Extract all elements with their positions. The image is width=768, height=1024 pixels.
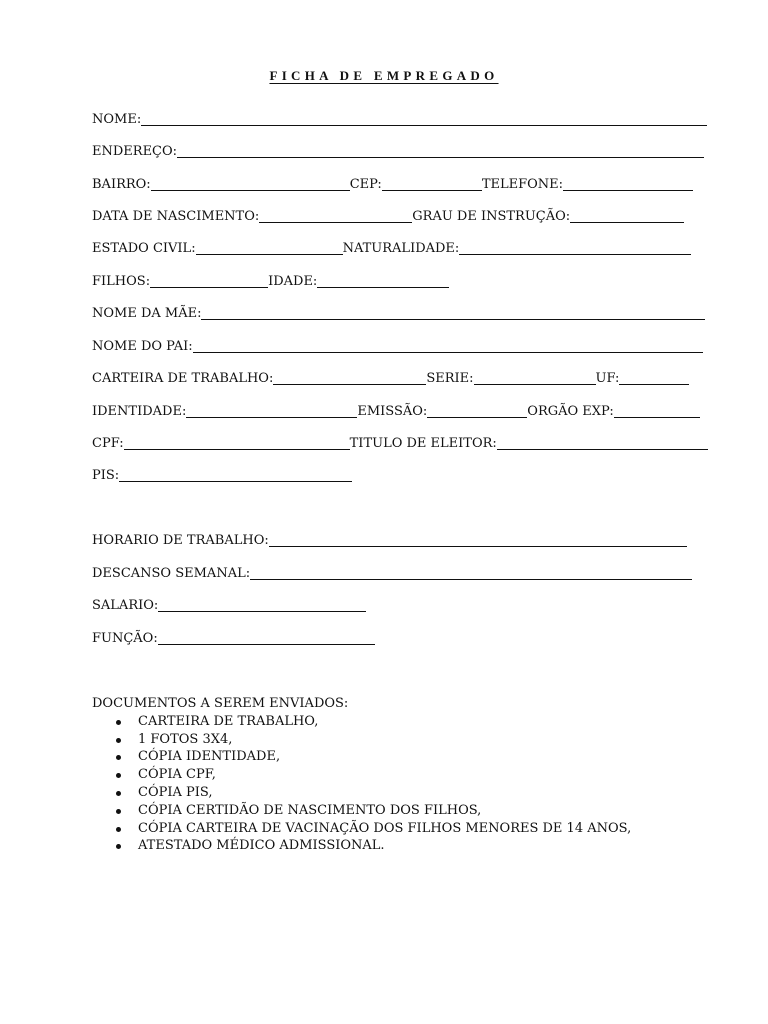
label-uf: UF: — [595, 371, 620, 386]
label-bairro: BAIRRO: — [92, 177, 151, 192]
row-identidade — [92, 400, 700, 420]
list-item: CÓPIA CERTIDÃO DE NASCIMENTO DOS FILHOS, — [92, 802, 631, 820]
input-emissao[interactable] — [427, 403, 527, 418]
input-estado-civil[interactable] — [196, 240, 343, 255]
list-item: ATESTADO MÉDICO ADMISSIONAL. — [92, 837, 631, 855]
row-filhos — [92, 270, 449, 290]
label-cpf: CPF: — [92, 436, 124, 451]
input-orgao-exp[interactable] — [614, 403, 700, 418]
input-filhos[interactable] — [150, 273, 268, 288]
label-filhos: FILHOS: — [92, 274, 151, 289]
list-item: CÓPIA IDENTIDADE, — [92, 748, 631, 766]
input-descanso-semanal[interactable] — [250, 565, 692, 580]
input-telefone[interactable] — [563, 176, 693, 191]
input-identidade[interactable] — [186, 403, 357, 418]
row-salario — [92, 594, 366, 614]
label-nome-pai: NOME DO PAI: — [92, 339, 193, 354]
input-carteira-trabalho[interactable] — [273, 370, 426, 385]
row-nome — [92, 108, 707, 128]
input-grau-instrucao[interactable] — [570, 208, 684, 223]
input-cpf[interactable] — [124, 435, 350, 450]
input-nome-mae[interactable] — [201, 305, 705, 320]
list-item: CÓPIA CPF, — [92, 766, 631, 784]
label-funcao: FUNÇÃO: — [92, 631, 158, 646]
label-emissao: EMISSÃO: — [357, 404, 428, 419]
label-identidade: IDENTIDADE: — [92, 404, 187, 419]
row-estado-civil — [92, 237, 691, 257]
documents-section — [92, 695, 631, 855]
row-pis — [92, 464, 352, 484]
label-horario-trabalho: HORARIO DE TRABALHO: — [92, 533, 269, 548]
label-orgao-exp: ORGÃO EXP: — [527, 404, 614, 419]
input-naturalidade[interactable] — [459, 240, 691, 255]
row-descanso-semanal — [92, 562, 692, 582]
label-data-nascimento: DATA DE NASCIMENTO: — [92, 209, 260, 224]
input-funcao[interactable] — [158, 630, 375, 645]
input-titulo-eleitor[interactable] — [497, 435, 708, 450]
label-carteira-trabalho: CARTEIRA DE TRABALHO: — [92, 371, 274, 386]
row-endereco — [92, 140, 704, 160]
label-cep: CEP: — [349, 177, 382, 192]
row-data-nascimento — [92, 205, 684, 225]
label-naturalidade: NATURALIDADE: — [342, 241, 460, 256]
input-bairro[interactable] — [151, 176, 350, 191]
row-horario-trabalho — [92, 529, 687, 549]
label-grau-instrucao: GRAU DE INSTRUÇÃO: — [412, 209, 571, 224]
input-serie[interactable] — [474, 370, 596, 385]
row-cpf — [92, 432, 708, 452]
documents-heading: DOCUMENTOS A SEREM ENVIADOS: — [92, 696, 349, 711]
input-horario-trabalho[interactable] — [269, 532, 687, 547]
row-nome-pai — [92, 335, 703, 355]
list-item: CÓPIA PIS, — [92, 784, 631, 802]
label-idade: IDADE: — [268, 274, 318, 289]
row-nome-mae — [92, 302, 705, 322]
form-title — [0, 68, 768, 84]
label-titulo-eleitor: TITULO DE ELEITOR: — [349, 436, 497, 451]
form-title-text: FICHA DE EMPREGADO — [269, 68, 499, 83]
label-estado-civil: ESTADO CIVIL: — [92, 241, 196, 256]
input-nome[interactable] — [141, 111, 707, 126]
label-descanso-semanal: DESCANSO SEMANAL: — [92, 566, 251, 581]
input-nome-pai[interactable] — [193, 338, 703, 353]
row-bairro — [92, 173, 693, 193]
row-funcao — [92, 627, 375, 647]
label-nome: NOME: — [92, 112, 142, 127]
list-item: CARTEIRA DE TRABALHO, — [92, 713, 631, 731]
input-pis[interactable] — [119, 467, 352, 482]
label-salario: SALARIO: — [92, 598, 159, 613]
input-uf[interactable] — [619, 370, 689, 385]
input-salario[interactable] — [158, 597, 366, 612]
label-telefone: TELEFONE: — [481, 177, 564, 192]
input-endereco[interactable] — [177, 143, 704, 158]
documents-list — [92, 713, 631, 855]
label-serie: SERIE: — [426, 371, 474, 386]
input-data-nascimento[interactable] — [259, 208, 412, 223]
input-cep[interactable] — [382, 176, 482, 191]
input-idade[interactable] — [317, 273, 449, 288]
label-endereco: ENDEREÇO: — [92, 144, 178, 159]
list-item: CÓPIA CARTEIRA DE VACINAÇÃO DOS FILHOS MENORES DE 14 ANOS, — [92, 820, 631, 838]
label-pis: PIS: — [92, 468, 120, 483]
row-carteira-trabalho — [92, 367, 689, 387]
list-item: 1 FOTOS 3X4, — [92, 731, 631, 749]
label-nome-mae: NOME DA MÃE: — [92, 306, 202, 321]
